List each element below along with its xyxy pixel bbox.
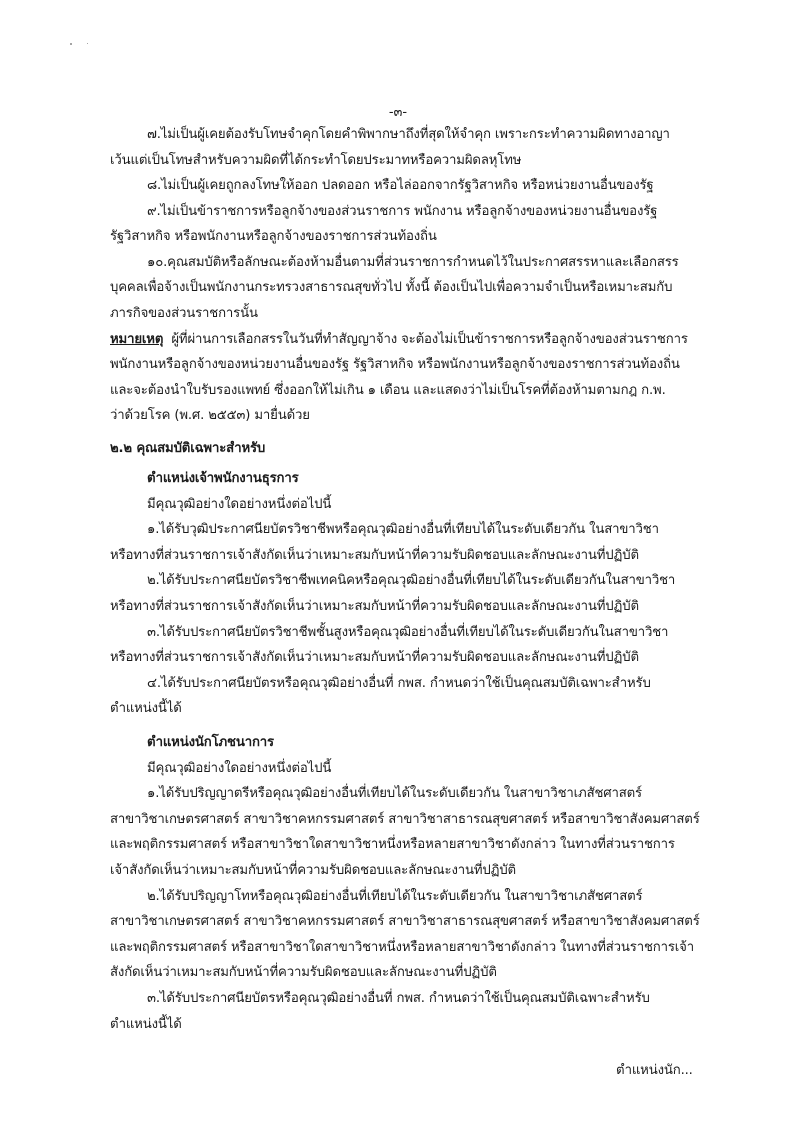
position-2-item-1-line-4: เจ้าสังกัดเห็นว่าเหมาะสมกับหน้าที่ความรับผิดชอบและลักษณะงานที่ปฏิบัติ <box>110 863 516 878</box>
position-2-item-1-line-1: ๑.ได้รับปริญญาตรีหรือคุณวุฒิอย่างอื่นที่เทียบได้ในระดับเดียวกัน ในสาขาวิชาเภสัชศาสตร์ <box>147 786 642 801</box>
scan-speck <box>70 43 72 45</box>
position-1-intro: มีคุณวุฒิอย่างใดอย่างหนึ่งต่อไปนี้ <box>147 497 332 512</box>
qualification-10-line-2: บุคคลเพื่อจ้างเป็นพนักงานกระทรวงสาธารณสุขทั่วไป ทั้งนี้ ต้องเป็นไปเพื่อความจำเป็นหรือเหมาะสมกับ <box>110 280 673 295</box>
position-2-item-2-line-3: และพฤติกรรมศาสตร์ หรือสาขาวิชาใดสาขาวิชาหนึ่งหรือหลายสาขาวิชาดังกล่าว ในทางที่ส่วนราชการเจ้า <box>110 940 694 955</box>
note-line-1 <box>110 331 688 349</box>
position-1-item-1-line-2: หรือทางที่ส่วนราชการเจ้าสังกัดเห็นว่าเหมาะสมกับหน้าที่ความรับผิดชอบและลักษณะงานที่ปฏิบัติ <box>110 548 639 563</box>
qualification-7-line-1: ๗.ไม่เป็นผู้เคยต้องรับโทษจำคุกโดยคำพิพากษาถึงที่สุดให้จำคุก เพราะกระทำความผิดทางอาญา <box>147 127 670 142</box>
position-2-item-3-line-2: ตำแหน่งนี้ได้ <box>110 1017 182 1032</box>
position-2-item-1-line-3: และพฤติกรรมศาสตร์ หรือสาขาวิชาใดสาขาวิชาหนึ่งหรือหลายสาขาวิชาดังกล่าว ในทางที่ส่วนราชการ <box>110 837 675 852</box>
qualification-9-line-1: ๙.ไม่เป็นข้าราชการหรือลูกจ้างของส่วนราชการ พนักงาน หรือลูกจ้างของหน่วยงานอื่นของรัฐ <box>147 204 658 219</box>
position-2-item-3-line-1: ๓.ได้รับประกาศนียบัตรหรือคุณวุฒิอย่างอื่นที่ กพส. กำหนดว่าใช้เป็นคุณสมบัติเฉพาะสำหรับ <box>147 991 650 1006</box>
note-label: หมายเหตุ <box>110 332 164 347</box>
qualification-10-line-1: ๑๐.คุณสมบัติหรือลักษณะต้องห้ามอื่นตามที่ส่วนราชการกำหนดไว้ในประกาศสรรหาและเลือกสรร <box>147 255 679 270</box>
position-1-item-4-line-2: ตำแหน่งนี้ได้ <box>110 701 182 716</box>
qualification-9-line-2: รัฐวิสาหกิจ หรือพนักงานหรือลูกจ้างของราชการส่วนท้องถิ่น <box>110 229 437 244</box>
position-2-item-2-line-4: สังกัดเห็นว่าเหมาะสมกับหน้าที่ความรับผิดชอบและลักษณะงานที่ปฏิบัติ <box>110 965 497 980</box>
note-line-2: พนักงานหรือลูกจ้างของหน่วยงานอื่นของรัฐ รัฐวิสาหกิจ หรือพนักงานหรือลูกจ้างของราชการส่วนท้องถิ่น <box>110 357 680 372</box>
position-1-item-3-line-2: หรือทางที่ส่วนราชการเจ้าสังกัดเห็นว่าเหมาะสมกับหน้าที่ความรับผิดชอบและลักษณะงานที่ปฏิบัติ <box>110 650 639 665</box>
section-heading: ๒.๒ คุณสมบัติเฉพาะสำหรับ <box>110 441 266 456</box>
continuation-text: ตำแหน่งนัก... <box>616 1063 693 1078</box>
page-number: -๓- <box>388 105 408 120</box>
position-1-item-4-line-1: ๔.ได้รับประกาศนียบัตรหรือคุณวุฒิอย่างอื่นที่ กพส. กำหนดว่าใช้เป็นคุณสมบัติเฉพาะสำหรับ <box>147 676 651 691</box>
position-1-item-2-line-1: ๒.ได้รับประกาศนียบัตรวิชาชีพเทคนิคหรือคุณวุฒิอย่างอื่นที่เทียบได้ในระดับเดียวกันในสาขาวิชา <box>147 573 676 588</box>
note-line-3: และจะต้องนำใบรับรองแพทย์ ซึ่งออกให้ไม่เกิน ๑ เดือน และแสดงว่าไม่เป็นโรคที่ต้องห้ามตามกฎ ก.พ. <box>110 383 666 398</box>
scan-speck <box>87 43 88 44</box>
position-2-item-1-line-2: สาขาวิชาเกษตรศาสตร์ สาขาวิชาคหกรรมศาสตร์ สาขาวิชาสาธารณสุขศาสตร์ หรือสาขาวิชาสังคมศาสตร์ <box>110 812 700 827</box>
position-1-item-3-line-1: ๓.ได้รับประกาศนียบัตรวิชาชีพชั้นสูงหรือคุณวุฒิอย่างอื่นที่เทียบได้ในระดับเดียวกันในสาขาวิชา <box>147 625 669 640</box>
position-1-title: ตำแหน่งเจ้าพนักงานธุรการ <box>147 471 299 486</box>
position-2-item-2-line-2: สาขาวิชาเกษตรศาสตร์ สาขาวิชาคหกรรมศาสตร์ สาขาวิชาสาธารณสุขศาสตร์ หรือสาขาวิชาสังคมศาสตร์ <box>110 914 700 929</box>
note-text-1: ผู้ที่ผ่านการเลือกสรรในวันที่ทำสัญญาจ้าง จะต้องไม่เป็นข้าราชการหรือลูกจ้างของส่วนราชการ <box>171 332 688 347</box>
note-line-4: ว่าด้วยโรค (พ.ศ. ๒๕๕๓) มายื่นด้วย <box>110 408 310 423</box>
position-2-item-2-line-1: ๒.ได้รับปริญญาโทหรือคุณวุฒิอย่างอื่นที่เทียบได้ในระดับเดียวกัน ในสาขาวิชาเภสัชศาสตร์ <box>147 889 643 904</box>
position-1-item-1-line-1: ๑.ได้รับวุฒิประกาศนียบัตรวิชาชีพหรือคุณวุฒิอย่างอื่นที่เทียบได้ในระดับเดียวกัน ในสาขาวิชา <box>147 522 659 537</box>
qualification-8: ๘.ไม่เป็นผู้เคยถูกลงโทษให้ออก ปลดออก หรือไล่ออกจากรัฐวิสาหกิจ หรือหน่วยงานอื่นของรัฐ <box>147 178 654 193</box>
position-1-item-2-line-2: หรือทางที่ส่วนราชการเจ้าสังกัดเห็นว่าเหมาะสมกับหน้าที่ความรับผิดชอบและลักษณะงานที่ปฏิบัติ <box>110 599 639 614</box>
qualification-10-line-3: ภารกิจของส่วนราชการนั้น <box>110 306 258 321</box>
position-2-title: ตำแหน่งนักโภชนาการ <box>147 735 274 750</box>
qualification-7-line-2: เว้นแต่เป็นโทษสำหรับความผิดที่ได้กระทำโดยประมาทหรือความผิดลหุโทษ <box>110 153 522 168</box>
position-2-intro: มีคุณวุฒิอย่างใดอย่างหนึ่งต่อไปนี้ <box>147 761 332 776</box>
